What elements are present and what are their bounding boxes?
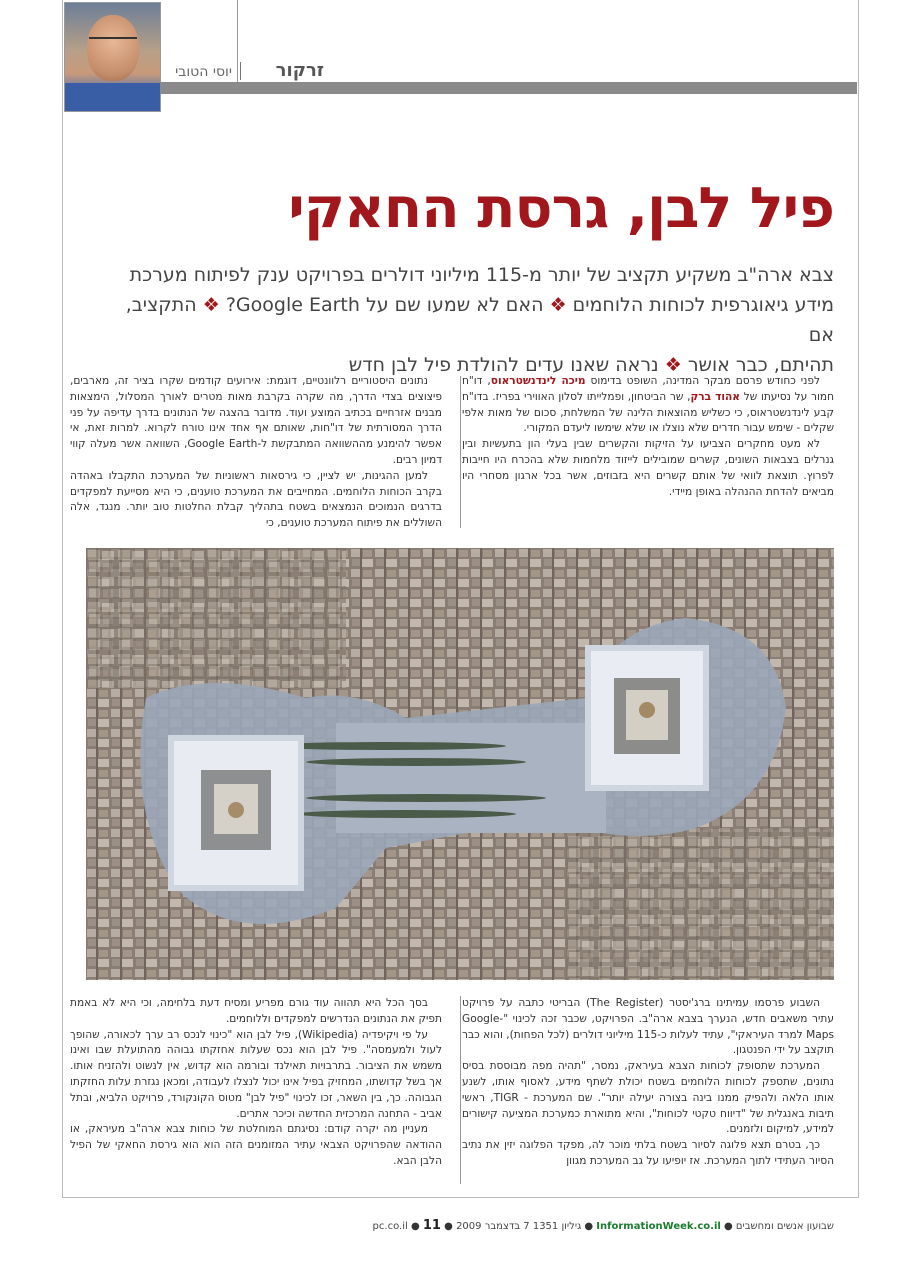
text-run: , שר הביטחון, ופמלייתו לסלון האווירי בפריז. בדו"ח קבע לינדנשטראוס, כי כשליש מהוצאות הלינה של המשלחת, סכום של מאות אלפי שקלים - שימש עבור חדרים שלא נוצלו או שלא שימשו ליעדם המקורי. bbox=[462, 390, 834, 435]
paragraph: כך, בטרם תצא פלוגה לסיור בשטח בלתי מוכר לה, מפקד הפלוגה יזין את נתיב הסיור העתידי לתוך המערכת. אז יופיעו על גב המערכת מגוון bbox=[462, 1139, 834, 1167]
diamond-icon: ❖ bbox=[664, 354, 682, 376]
column-divider bbox=[460, 376, 461, 528]
text-run: לפני כחודש פרסם מבקר המדינה, השופט בדימוס bbox=[585, 375, 821, 387]
paragraph: בסך הכל היא תהווה עוד גורם מפריע ומסיח דעת בלחימה, וכי היא לא באמת תפיק את הנתונים הנדרשים למפקדים וללוחמים. bbox=[70, 997, 442, 1025]
column-divider bbox=[460, 996, 461, 1184]
paragraph: מעניין מה יקרה קודם: נסיגתם המוחלטת של כוחות צבא ארה"ב מעיראק, או ההודאה שהפרויקט הצבאי עתיר המזומנים הזה הוא הוא גירסת החאקי של הפיל הלבן הבא. bbox=[70, 1123, 442, 1167]
highlighted-name: אהוד ברק bbox=[690, 390, 740, 403]
bullet-icon: ● bbox=[584, 1221, 594, 1232]
header-tag-separator bbox=[240, 62, 241, 80]
paragraph: לא מעט מחקרים הצביעו על הזיקות והקשרים שבין בעלי הון בתעשיות ובין גנרלים בצבאות השונים, קשרים שמובילים לייזוד מלחמות שלא בהכרח היו חייבות לפרוץ. תוצאת לוואי של אותם קשרים היא בזבוזים, אשר בכל ארגון מסחרי היו מביאים להדחת ההנהלה באופן מיידי. bbox=[462, 438, 834, 498]
body-column-lower-right bbox=[462, 996, 834, 1170]
header-bar bbox=[160, 82, 857, 94]
satellite-graphic bbox=[86, 548, 834, 980]
footer-date: 7 בדצמבר 2009 bbox=[456, 1221, 530, 1232]
lead-line-2 bbox=[114, 290, 834, 350]
author-photo bbox=[64, 2, 161, 112]
bullet-icon: ● bbox=[410, 1221, 420, 1232]
footer-domain[interactable]: pc.co.il bbox=[372, 1221, 408, 1232]
footer-issue: גיליון 1351 bbox=[532, 1221, 582, 1232]
body-column-upper-left bbox=[70, 374, 442, 532]
lead-line-1: צבא ארה"ב משקיע תקציב של יותר מ-115 מיליוני דולרים בפרויקט ענק לפיתוח מערכת bbox=[129, 264, 834, 286]
header-divider-vertical bbox=[237, 0, 238, 82]
article-title: פיל לבן, גרסת החאקי bbox=[288, 176, 834, 241]
diamond-icon: ❖ bbox=[549, 294, 567, 316]
author-name: יוסי הטובי bbox=[175, 64, 232, 80]
paragraph bbox=[462, 374, 834, 437]
paragraph: השבוע פרסמו עמיתינו ברג'יסטר (The Register) הבריטי כתבה על פרויקט עתיר משאבים חדש, הנערך בצבא ארה"ב. הפרויקט, שכבר זכה לכינוי "Google-Maps למרד העיראקי", עתיד לעלות כ-115 מיליוני דולרים (לכל הפחות), והוא כבר תוקצב על ידי הפנטגון. bbox=[462, 997, 834, 1057]
paragraph: המערכת שתסופק לכוחות הצבא בעיראק, נמסר, "תהיה מפה מבוססת בסיס נתונים, שתספק לכוחות הלוחמים בשטח יכולת לשתף מידע, לאסוף אותו, לשנע אותו הלאה ולהפיק ממנו בינה בצורה יעילה יותר". שם המערכת - TIGR, ראשי תיבות באנגלית של "דיווח טקטי לכוחות", והיא מתוארת כמערכת המציעה קישורים למידע, למיקום ולזמנים. bbox=[462, 1060, 834, 1136]
column-tag: זרקור bbox=[275, 60, 324, 81]
lead-line-3a: תהיתם, כבר אושר bbox=[687, 354, 834, 376]
lead-line-3b: נראה שאנו עדים להולדת פיל לבן חדש bbox=[348, 354, 659, 376]
bullet-icon: ● bbox=[723, 1221, 733, 1232]
article-lead bbox=[114, 260, 834, 380]
lead-line-2c: התקציב, אם bbox=[125, 294, 834, 346]
page-number: 11 bbox=[422, 1218, 441, 1233]
page-footer bbox=[64, 1218, 834, 1233]
highlighted-name: מיכה לינדנשטראוס bbox=[490, 375, 586, 387]
diamond-icon: ❖ bbox=[202, 294, 220, 316]
body-column-lower-left bbox=[70, 996, 442, 1170]
author-glasses bbox=[89, 37, 137, 51]
paragraph: נתונים היסטוריים רלוונטיים, דוגמת: אירועים קודמים שקרו בציר זה, מארבים, פיצוצים בצדי הדרך, מה שקרה בקרבת מאות מטרים לאורך המסלול, הימצאות מבנים אזרחיים בכתיב המוצע ועוד. מדובר בהצגה של הנתונים בדרך עדיפה על פני הדרך המסורתית של דו"חות, שאותם אף אחד אינו טורח לקרוא. למרות זאת, אי אפשר להימנע מההשוואה המתבקשת ל-Google Earth, השוואה אשר מעלה קווי דמיון רבים. bbox=[70, 375, 442, 466]
bullet-icon: ● bbox=[444, 1221, 453, 1232]
body-column-upper-right bbox=[462, 374, 834, 500]
author-shirt bbox=[65, 83, 160, 112]
lead-line-2b: האם לא שמעו שם על Google Earth? bbox=[225, 294, 544, 316]
lead-line-2a: מידע גיאוגרפית לכוחות הלוחמים bbox=[572, 294, 834, 316]
paragraph: על פי ויקיפדיה (Wikipedia), פיל לבן הוא "כינוי לנכס רב ערך לכאורה, שהופך לעול ולמעמסה". פיל לבן הוא נכס שעלות אחזקתו גבוהה מהתועלת שבו ואינו משמש את הציבור. בתרבויות תאילנד ובורמה הוא קדוש, אין לנשוט ולהזניח אותו. אך בשל קדושתו, המחזיק בפיל אינו יכול לנצלו לעבודה, ומכאן נגזרת עלות החזקתו הגבוהה. כך, בין השאר, זכו לכינוי "פיל לבן" מטוס הקונקורד, פרויקט הלביא, ובתל אביב - התחנה המרכזית החדשה וכיכר אתרים. bbox=[70, 1028, 442, 1120]
footer-publication: שבועון אנשים ומחשבים bbox=[735, 1221, 834, 1232]
satellite-image bbox=[86, 548, 834, 980]
footer-site[interactable]: InformationWeek.co.il bbox=[596, 1221, 721, 1232]
paragraph: למען ההגינות, יש לציין, כי גירסאות ראשוניות של המערכת התקבלו באהדה בקרב הכוחות הלוחמים. המחייבים את המערכת טוענים, כי היא מסייעת למפקדים בדרגים הנמוכים הנמצאים בשטח בתהליך קבלת החלטות טוב יותר. מנגד, אלה השוללים את פיתוח המערכת טוענים, כי bbox=[70, 469, 442, 530]
text-run: , דו"ח חמור על נסיעתו של bbox=[462, 375, 834, 403]
